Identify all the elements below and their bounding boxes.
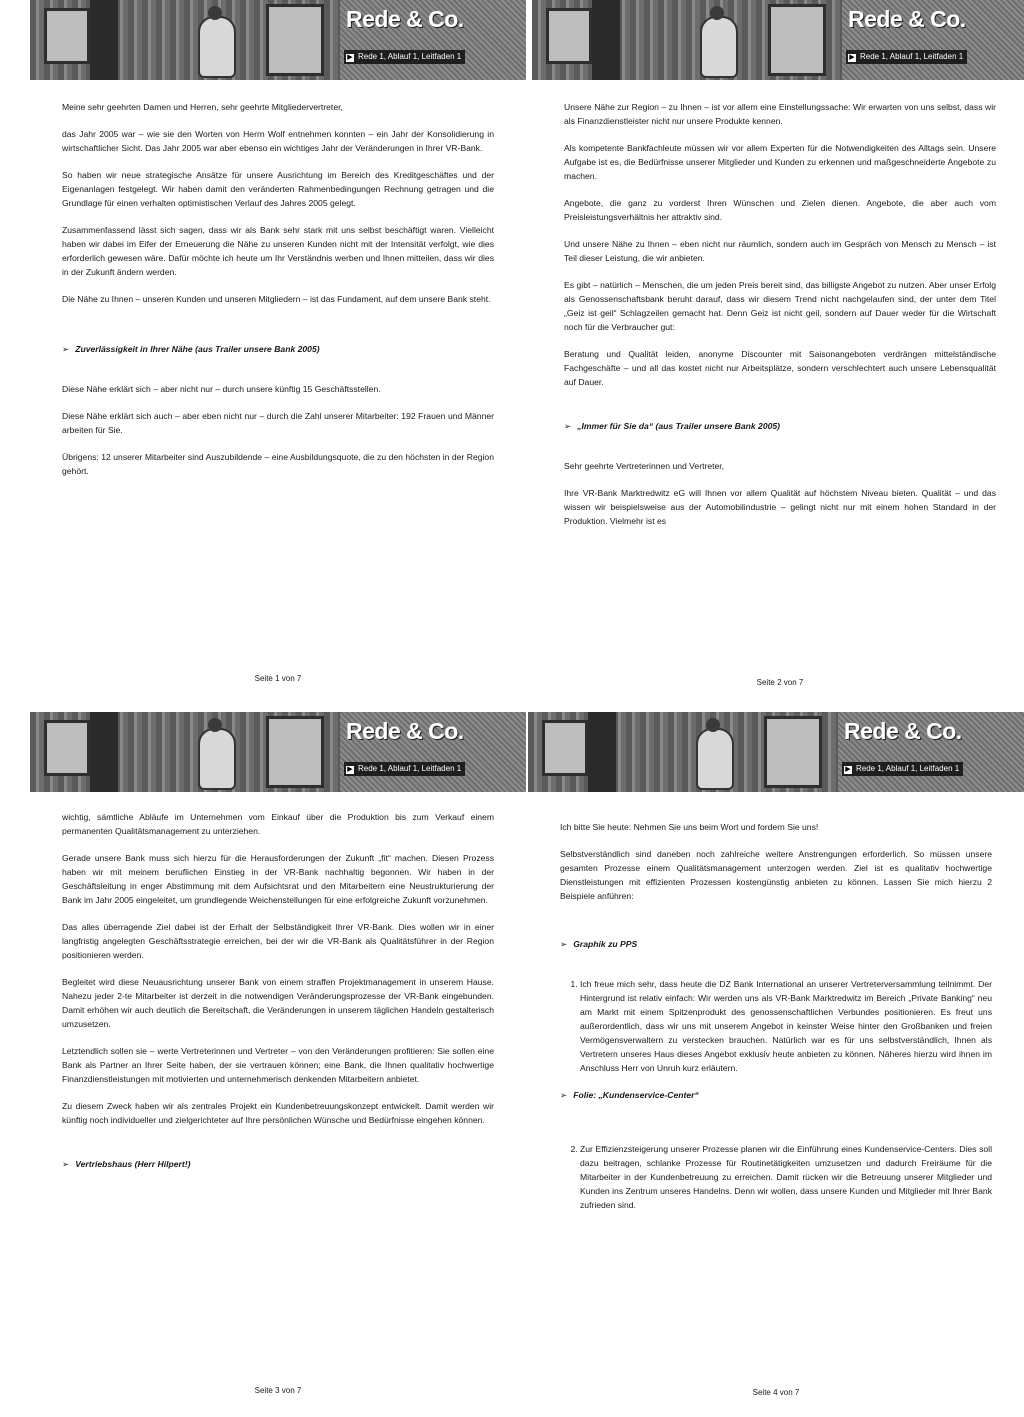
document-page-1 [30, 0, 526, 700]
paragraph: Die Nähe zu Ihnen – unseren Kunden und unseren Mitgliedern – ist das Fundament, auf dem unsere Bank steht. [62, 294, 491, 304]
paragraph: Angebote, die ganz zu vorderst Ihren Wünschen und Zielen dienen. Angebote, die aber auch vom Preisleistungsverhältnis her attraktiv sind. [564, 198, 996, 222]
paragraph: Diese Nähe erklärt sich auch – aber eben nicht nur – durch die Zahl unserer Mitarbeiter: 192 Frauen und Männer arbeiten für Sie. [62, 411, 494, 435]
page-header-banner [528, 712, 1024, 792]
paragraph: Das alles überragende Ziel dabei ist der Erhalt der Selbständigkeit Ihrer VR-Bank. Dies wollen wir in einer langfristig angelegten Geschäftsstrategie erreichen, bei der wir die VR-Bank als Qualitätsführer in der Region positionieren werden. [62, 922, 494, 960]
header-title: Rede & Co. [346, 718, 464, 744]
bullet-note: ➢ Zuverlässigkeit in Ihrer Nähe (aus Trailer unsere Bank 2005) [62, 344, 320, 354]
paragraph: Ich bitte Sie heute: Nehmen Sie uns beim Wort und fordern Sie uns! [560, 822, 819, 832]
play-icon: ▶ [845, 766, 851, 773]
numbered-list [560, 977, 992, 1075]
arrow-bullet-icon: ➢ [560, 1090, 568, 1100]
numbered-list [560, 1142, 992, 1212]
bullet-note: ➢ Vertriebshaus (Herr Hilpert!) [62, 1159, 191, 1169]
paragraph: Als kompetente Bankfachleute müssen wir vor allem Experten für die Notwendigkeiten des Alltags sein. Unsere Aufgabe ist es, die Bedürfnisse unserer Mitglieder und Kunden zu erkennen und maßgeschneiderte Angebote zu machen. [564, 143, 996, 181]
page-header-banner [30, 712, 526, 792]
paragraph: Selbstverständlich sind daneben noch zahlreiche weitere Anstrengungen erforderlich. So müssen unsere gesamten Prozesse einem Qualitätsmanagement unterzogen werden. Ziel ist es qualitativ hochwertige Dienstleistungen mit effizienten Prozessen kostengünstig anbieten zu können. Lassen Sie mich hierzu 2 Beispiele anführen: [560, 849, 992, 901]
paragraph: So haben wir neue strategische Ansätze für unsere Ausrichtung im Bereich des Kreditgeschäftes und der Eigenanlagen festgelegt. Wir haben damit den veränderten Rahmenbedingungen Rechnung getragen und die Grundlage für einen verhalten optimistischen Verlauf des Jahres 2005 gelegt. [62, 170, 494, 208]
play-icon: ▶ [849, 54, 855, 61]
header-photo [532, 0, 842, 80]
paragraph: Beratung und Qualität leiden, anonyme Discounter mit Saisonangeboten verdrängen mittelständische Fachgeschäfte – und all das kostet nicht nur Arbeitsplätze, sondern verschlechtert auch unsere Lebensqualität auf Dauer. [564, 349, 996, 387]
header-title: Rede & Co. [346, 6, 464, 32]
header-subtitle: ▶ Rede 1, Ablauf 1, Leitfaden 1 [344, 762, 465, 776]
play-icon: ▶ [347, 766, 353, 773]
header-subtitle: ▶ Rede 1, Ablauf 1, Leitfaden 1 [842, 762, 963, 776]
paragraph: Es gibt – natürlich – Menschen, die um jeden Preis bereit sind, das billigste Angebot zu nutzen. Aber unser Erfolg als Genossenschaftsbank beruht darauf, dass wir diesem Trend nicht nachgelaufen sind, der unter dem Titel „Geiz ist geil“ Schlagzeilen gemacht hat. Denn Geiz ist nicht geil, sondern auf Dauer weder für die Wirtschaft noch für die Verbraucher gut: [564, 280, 996, 332]
list-item: 1. Ich freue mich sehr, dass heute die DZ Bank International an unserer Vertreterversammlung teilnimmt. Der Hintergrund ist relativ einfach: Wir werden uns als VR-Bank Marktredwitz im Bereich „Private Banking“ neu am Markt mit einem Spitzenprodukt des genossenschaftlichen Verbundes positionieren. Es freut uns außerordentlich, dass wir uns mit unserem Angebot in keinster Weise hinter den Großbanken und freien Vermögensverwaltern zu verstecken brauchen. Natürlich war es für uns selbstverständlich, Ihnen als Vertretern unseres Haus dieses Angebot exklusiv heute anbieten zu können. Näheres hierzu wird ihnen im Anschluss Herr von Unruh kurz erläutern. [580, 977, 992, 1075]
arrow-bullet-icon: ➢ [62, 1159, 70, 1169]
paragraph: Diese Nähe erklärt sich – aber nicht nur – durch unsere künftig 15 Geschäftsstellen. [62, 384, 381, 394]
paragraph: Zu diesem Zweck haben wir als zentrales Projekt ein Kundenbetreuungskonzept entwickelt. Damit werden wir künftig noch individueller und zielgerichteter auf Ihre persönlichen Wünsche und Bedürfnisse eingehen können. [62, 1101, 494, 1125]
bullet-note: ➢ Graphik zu PPS [560, 939, 638, 949]
paragraph: Zusammenfassend lässt sich sagen, dass wir als Bank sehr stark mit uns selbst beschäftigt waren. Vielleicht haben wir dabei im Eifer der Erneuerung die Nähe zu unseren Kunden nicht mit der Intensität verfolgt, wie dies erforderlich gewesen wäre. Dafür möchte ich heute um Ihr Verständnis werben und Ihnen mitteilen, dass wir dies in der Zukunft ändern werden. [62, 225, 494, 277]
paragraph: Gerade unsere Bank muss sich hierzu für die Herausforderungen der Zukunft „fit“ machen. Diesen Prozess haben wir mit meinem beruflichen Einstieg in der VR-Bank nachhaltig begonnen. Wir haben in der Geschäftsleitung in enger Abstimmung mit dem Aufsichtsrat und den Mitarbeitern eine Neustrukturierung der Bank im Jahr 2005 eingeleitet, um grundlegende Weichenstellungen für eine erfolgreiche Zukunft vorzunehmen. [62, 853, 494, 905]
header-title: Rede & Co. [848, 6, 966, 32]
page-number: Seite 1 von 7 [254, 674, 302, 683]
paragraph: Begleitet wird diese Neuausrichtung unserer Bank von einem straffen Projektmanagement in unserem Hause. Nahezu jeder 2-te Mitarbeiter ist derzeit in die notwendigen Veränderungsprozesse der VR-Bank eingebunden. Damit erhöhen wir auch deutlich die Bereitschaft, die Veränderungen in unserem täglichen Handeln gestalterisch umzusetzen. [62, 977, 494, 1029]
paragraph: wichtig, sämtliche Abläufe im Unternehmen vom Einkauf über die Produktion bis zum Verkauf einem permanenten Qualitätsmanagement zu unterziehen. [62, 812, 494, 836]
header-subtitle: ▶ Rede 1, Ablauf 1, Leitfaden 1 [846, 50, 967, 64]
paragraph: Unsere Nähe zur Region – zu Ihnen – ist vor allem eine Einstellungssache: Wir erwarten von uns selbst, dass wir als Finanzdienstleister nicht nur unsere Produkte kennen. [564, 102, 996, 126]
arrow-bullet-icon: ➢ [62, 344, 70, 354]
header-photo [528, 712, 838, 792]
paragraph: Sehr geehrte Vertreterinnen und Vertreter, [564, 461, 725, 471]
header-subtitle: ▶ Rede 1, Ablauf 1, Leitfaden 1 [344, 50, 465, 64]
page-number: Seite 3 von 7 [254, 1386, 302, 1395]
document-page-3 [30, 712, 526, 1412]
paragraph: Meine sehr geehrten Damen und Herren, sehr geehrte Mitgliedervertreter, [62, 102, 343, 112]
page-body [564, 100, 996, 541]
document-page-4 [528, 712, 1024, 1412]
arrow-bullet-icon: ➢ [560, 939, 568, 949]
arrow-bullet-icon: ➢ [564, 421, 572, 431]
paragraph: Übrigens: 12 unserer Mitarbeiter sind Auszubildende – eine Ausbildungsquote, die zu den höchsten in der Region gehört. [62, 452, 494, 476]
page-body [560, 820, 992, 1225]
page-header-banner [30, 0, 526, 80]
page-number: Seite 4 von 7 [752, 1388, 800, 1397]
bullet-note: ➢ „Immer für Sie da“ (aus Trailer unsere Bank 2005) [564, 421, 781, 431]
header-title: Rede & Co. [844, 718, 962, 744]
document-page-2 [532, 0, 1024, 700]
page-body [62, 810, 494, 1197]
page-number: Seite 2 von 7 [756, 678, 804, 687]
page-body [62, 100, 494, 491]
header-photo [30, 712, 340, 792]
header-photo [30, 0, 340, 80]
paragraph: das Jahr 2005 war – wie sie den Worten von Herrn Wolf entnehmen konnten – ein Jahr der Konsolidierung in wirtschaftlicher Sicht. Das Jahr 2005 war aber ebenso ein wichtiges Jahr der Veränderungen in Ihrer VR-Bank. [62, 129, 494, 153]
paragraph: Und unsere Nähe zu Ihnen – eben nicht nur räumlich, sondern auch im Gespräch von Mensch zu Mensch – ist Teil dieser Leistung, die wir anbieten. [564, 239, 996, 263]
page-header-banner [532, 0, 1024, 80]
list-item: 2. Zur Effizienzsteigerung unserer Prozesse planen wir die Einführung eines Kundenservice-Centers. Dies soll dazu beitragen, schlanke Prozesse für Routinetätigkeiten umzusetzen und dadurch Freiräume für die Mitarbeiter in der Kundenbetreuung zu erreichen. Damit rücken wir die Betreuung unserer Mitglieder und Kunden ins Zentrum unseres Handelns. Denn wir wollen, dass unsere Kunden und Mitglieder mit Ihrer Bank zufrieden sind. [580, 1142, 992, 1212]
bullet-note: ➢ Folie: „Kundenservice-Center“ [560, 1090, 699, 1100]
play-icon: ▶ [347, 54, 353, 61]
paragraph: Letztendlich sollen sie – werte Vertreterinnen und Vertreter – von den Veränderungen profitieren: Sie sollen eine Bank als Partner an Ihrer Seite haben, der sie vertrauen können; eine Bank, die Ihnen qualitativ hochwertige Finanzdienstleistungen mit motivierten und unternehmerisch denkenden Mitarbeitern anbietet. [62, 1046, 494, 1084]
paragraph: Ihre VR-Bank Marktredwitz eG will Ihnen vor allem Qualität auf höchstem Niveau bieten. Qualität – und das wissen wir beispielsweise aus der Automobilindustrie – gelingt nicht nur mit einem hohen Standard in der Produktion. Vielmehr ist es [564, 488, 996, 526]
